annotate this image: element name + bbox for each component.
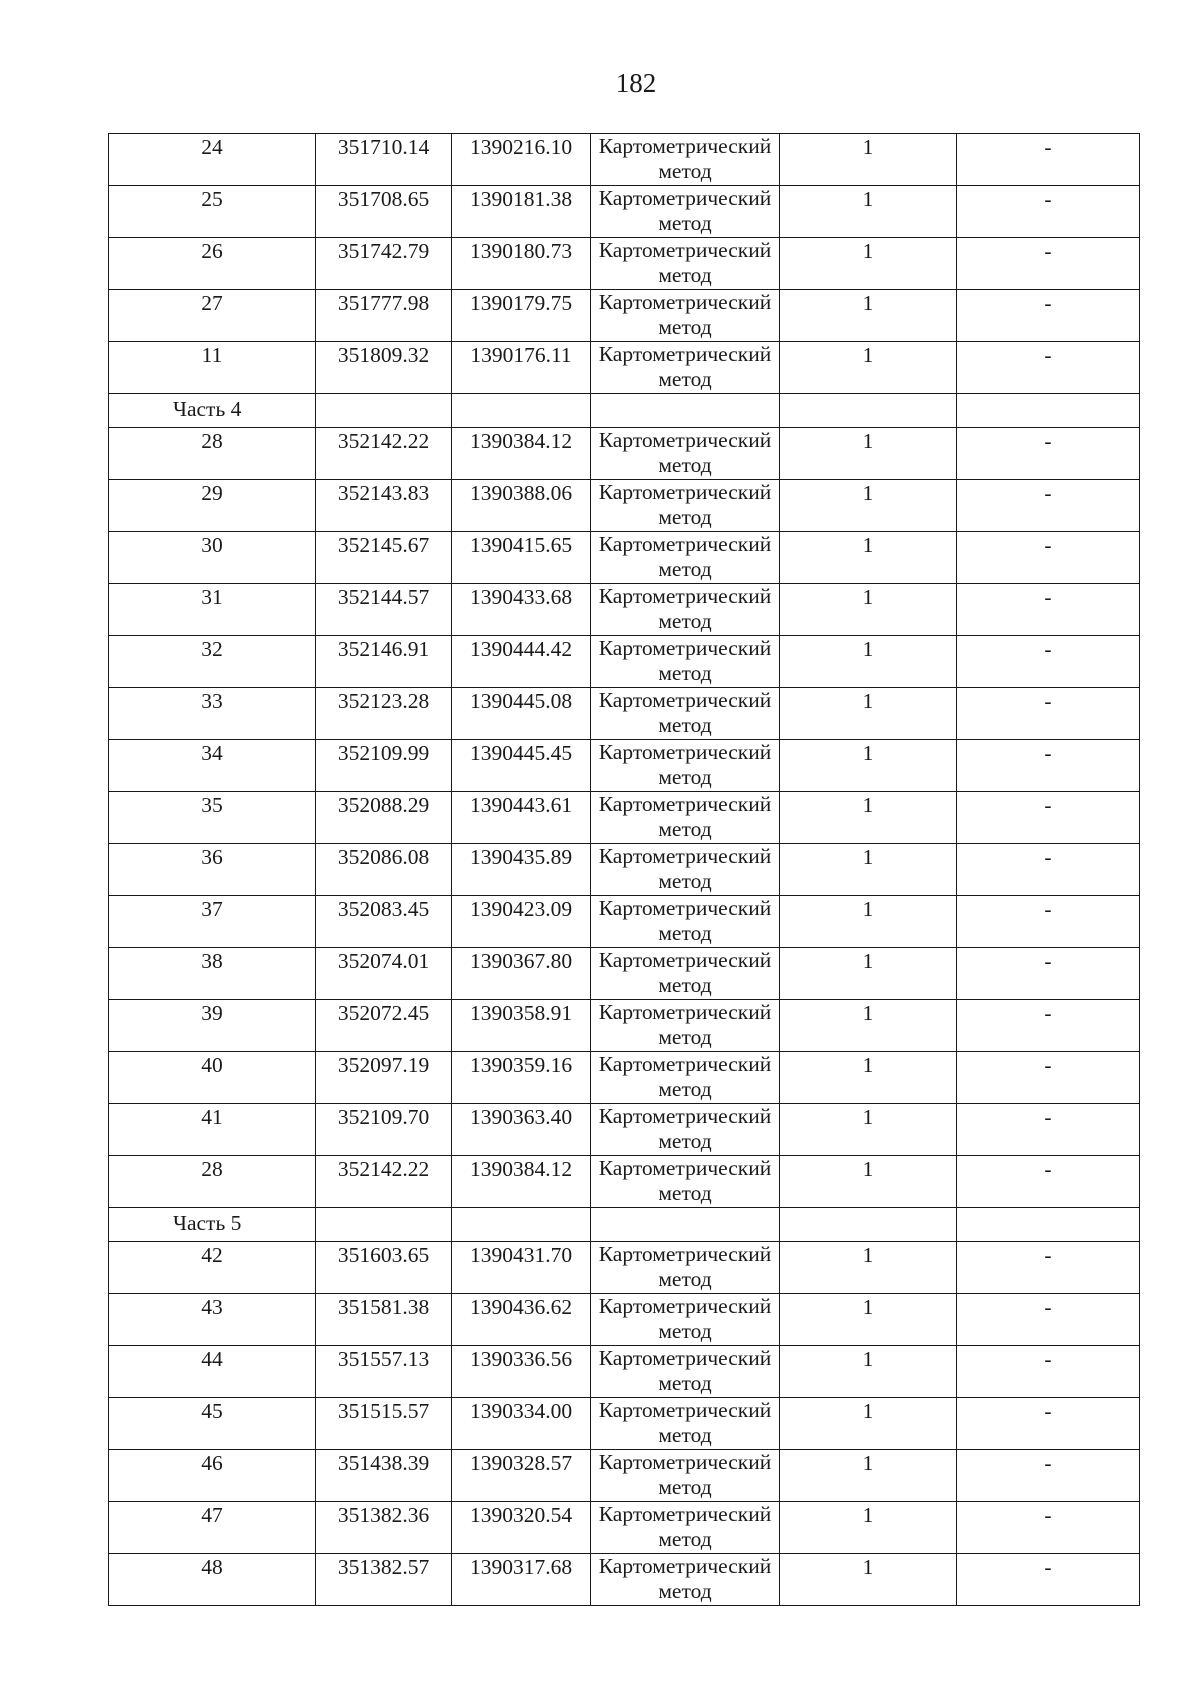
note-cell: -: [957, 290, 1140, 342]
method-cell: Картометрический метод: [591, 844, 780, 896]
y-coordinate-cell: 1390181.38: [452, 186, 591, 238]
x-coordinate-cell: 351557.13: [316, 1346, 452, 1398]
table-row: [109, 792, 1140, 844]
accuracy-cell: 1: [780, 896, 957, 948]
x-coordinate-cell: 351438.39: [316, 1450, 452, 1502]
table-row: [109, 1156, 1140, 1208]
table-row: [109, 238, 1140, 290]
table-row: [109, 1104, 1140, 1156]
empty-cell: [780, 394, 957, 428]
accuracy-cell: 1: [780, 342, 957, 394]
point-number-cell: 28: [109, 1156, 316, 1208]
accuracy-cell: 1: [780, 844, 957, 896]
note-cell: -: [957, 480, 1140, 532]
part-header-row: [109, 394, 1140, 428]
point-number-cell: 48: [109, 1554, 316, 1606]
note-cell: -: [957, 1052, 1140, 1104]
x-coordinate-cell: 351809.32: [316, 342, 452, 394]
y-coordinate-cell: 1390334.00: [452, 1398, 591, 1450]
accuracy-cell: 1: [780, 1554, 957, 1606]
method-cell: Картометрический метод: [591, 1242, 780, 1294]
y-coordinate-cell: 1390435.89: [452, 844, 591, 896]
table-row: [109, 1502, 1140, 1554]
point-number-cell: 46: [109, 1450, 316, 1502]
point-number-cell: 47: [109, 1502, 316, 1554]
empty-cell: [452, 394, 591, 428]
note-cell: -: [957, 1242, 1140, 1294]
note-cell: -: [957, 636, 1140, 688]
note-cell: -: [957, 792, 1140, 844]
note-cell: -: [957, 896, 1140, 948]
point-number-cell: 36: [109, 844, 316, 896]
y-coordinate-cell: 1390384.12: [452, 1156, 591, 1208]
accuracy-cell: 1: [780, 134, 957, 186]
empty-cell: [591, 394, 780, 428]
x-coordinate-cell: 352109.70: [316, 1104, 452, 1156]
point-number-cell: 29: [109, 480, 316, 532]
point-number-cell: 27: [109, 290, 316, 342]
y-coordinate-cell: 1390444.42: [452, 636, 591, 688]
table-row: [109, 1450, 1140, 1502]
method-cell: Картометрический метод: [591, 896, 780, 948]
note-cell: -: [957, 1156, 1140, 1208]
y-coordinate-cell: 1390180.73: [452, 238, 591, 290]
x-coordinate-cell: 351742.79: [316, 238, 452, 290]
y-coordinate-cell: 1390216.10: [452, 134, 591, 186]
y-coordinate-cell: 1390415.65: [452, 532, 591, 584]
table-row: [109, 134, 1140, 186]
method-cell: Картометрический метод: [591, 792, 780, 844]
y-coordinate-cell: 1390336.56: [452, 1346, 591, 1398]
table-row: [109, 1242, 1140, 1294]
note-cell: -: [957, 1000, 1140, 1052]
empty-cell: [957, 1208, 1140, 1242]
y-coordinate-cell: 1390328.57: [452, 1450, 591, 1502]
method-cell: Картометрический метод: [591, 1398, 780, 1450]
table-row: [109, 1000, 1140, 1052]
note-cell: -: [957, 342, 1140, 394]
point-number-cell: 40: [109, 1052, 316, 1104]
accuracy-cell: 1: [780, 1502, 957, 1554]
method-cell: Картометрический метод: [591, 290, 780, 342]
method-cell: Картометрический метод: [591, 186, 780, 238]
y-coordinate-cell: 1390445.45: [452, 740, 591, 792]
point-number-cell: 25: [109, 186, 316, 238]
point-number-cell: 30: [109, 532, 316, 584]
method-cell: Картометрический метод: [591, 1052, 780, 1104]
x-coordinate-cell: 352097.19: [316, 1052, 452, 1104]
method-cell: Картометрический метод: [591, 1502, 780, 1554]
empty-cell: [316, 1208, 452, 1242]
method-cell: Картометрический метод: [591, 1156, 780, 1208]
x-coordinate-cell: 351382.57: [316, 1554, 452, 1606]
method-cell: Картометрический метод: [591, 1000, 780, 1052]
y-coordinate-cell: 1390363.40: [452, 1104, 591, 1156]
note-cell: -: [957, 1502, 1140, 1554]
point-number-cell: 28: [109, 428, 316, 480]
point-number-cell: 42: [109, 1242, 316, 1294]
accuracy-cell: 1: [780, 1156, 957, 1208]
y-coordinate-cell: 1390179.75: [452, 290, 591, 342]
y-coordinate-cell: 1390384.12: [452, 428, 591, 480]
method-cell: Картометрический метод: [591, 688, 780, 740]
method-cell: Картометрический метод: [591, 532, 780, 584]
note-cell: -: [957, 1450, 1140, 1502]
table-row: [109, 896, 1140, 948]
table-row: [109, 1052, 1140, 1104]
y-coordinate-cell: 1390359.16: [452, 1052, 591, 1104]
accuracy-cell: 1: [780, 792, 957, 844]
empty-cell: [452, 1208, 591, 1242]
accuracy-cell: 1: [780, 1104, 957, 1156]
accuracy-cell: 1: [780, 480, 957, 532]
table-row: [109, 342, 1140, 394]
method-cell: Картометрический метод: [591, 1450, 780, 1502]
point-number-cell: 26: [109, 238, 316, 290]
accuracy-cell: 1: [780, 1242, 957, 1294]
point-number-cell: 34: [109, 740, 316, 792]
x-coordinate-cell: 352144.57: [316, 584, 452, 636]
y-coordinate-cell: 1390433.68: [452, 584, 591, 636]
note-cell: -: [957, 532, 1140, 584]
point-number-cell: 24: [109, 134, 316, 186]
x-coordinate-cell: 351710.14: [316, 134, 452, 186]
method-cell: Картометрический метод: [591, 1554, 780, 1606]
table-row: [109, 584, 1140, 636]
point-number-cell: 39: [109, 1000, 316, 1052]
x-coordinate-cell: 351777.98: [316, 290, 452, 342]
method-cell: Картометрический метод: [591, 480, 780, 532]
point-number-cell: 45: [109, 1398, 316, 1450]
method-cell: Картометрический метод: [591, 428, 780, 480]
coordinates-table-body: [109, 134, 1140, 1606]
point-number-cell: 44: [109, 1346, 316, 1398]
accuracy-cell: 1: [780, 1052, 957, 1104]
accuracy-cell: 1: [780, 688, 957, 740]
accuracy-cell: 1: [780, 636, 957, 688]
note-cell: -: [957, 1104, 1140, 1156]
x-coordinate-cell: 351708.65: [316, 186, 452, 238]
table-row: [109, 186, 1140, 238]
x-coordinate-cell: 352074.01: [316, 948, 452, 1000]
table-row: [109, 480, 1140, 532]
table-row: [109, 1294, 1140, 1346]
note-cell: -: [957, 238, 1140, 290]
x-coordinate-cell: 352083.45: [316, 896, 452, 948]
y-coordinate-cell: 1390423.09: [452, 896, 591, 948]
coordinates-table: [108, 133, 1140, 1606]
table-row: [109, 636, 1140, 688]
note-cell: -: [957, 1398, 1140, 1450]
accuracy-cell: 1: [780, 532, 957, 584]
y-coordinate-cell: 1390358.91: [452, 1000, 591, 1052]
point-number-cell: 32: [109, 636, 316, 688]
point-number-cell: 33: [109, 688, 316, 740]
x-coordinate-cell: 352123.28: [316, 688, 452, 740]
method-cell: Картометрический метод: [591, 134, 780, 186]
y-coordinate-cell: 1390320.54: [452, 1502, 591, 1554]
table-row: [109, 1398, 1140, 1450]
x-coordinate-cell: 352142.22: [316, 428, 452, 480]
part-header-row: [109, 1208, 1140, 1242]
note-cell: -: [957, 186, 1140, 238]
x-coordinate-cell: 352086.08: [316, 844, 452, 896]
note-cell: -: [957, 844, 1140, 896]
method-cell: Картометрический метод: [591, 1346, 780, 1398]
accuracy-cell: 1: [780, 584, 957, 636]
y-coordinate-cell: 1390431.70: [452, 1242, 591, 1294]
note-cell: -: [957, 134, 1140, 186]
note-cell: -: [957, 1554, 1140, 1606]
empty-cell: [957, 394, 1140, 428]
empty-cell: [316, 394, 452, 428]
table-row: [109, 532, 1140, 584]
note-cell: -: [957, 948, 1140, 1000]
table-row: [109, 688, 1140, 740]
method-cell: Картометрический метод: [591, 1104, 780, 1156]
accuracy-cell: 1: [780, 428, 957, 480]
point-number-cell: 31: [109, 584, 316, 636]
accuracy-cell: 1: [780, 1294, 957, 1346]
point-number-cell: 38: [109, 948, 316, 1000]
point-number-cell: 35: [109, 792, 316, 844]
part-label: Часть 4: [109, 394, 316, 428]
accuracy-cell: 1: [780, 1000, 957, 1052]
accuracy-cell: 1: [780, 1346, 957, 1398]
table-row: [109, 428, 1140, 480]
method-cell: Картометрический метод: [591, 1294, 780, 1346]
point-number-cell: 41: [109, 1104, 316, 1156]
accuracy-cell: 1: [780, 238, 957, 290]
table-row: [109, 844, 1140, 896]
y-coordinate-cell: 1390445.08: [452, 688, 591, 740]
x-coordinate-cell: 352109.99: [316, 740, 452, 792]
method-cell: Картометрический метод: [591, 238, 780, 290]
x-coordinate-cell: 351603.65: [316, 1242, 452, 1294]
y-coordinate-cell: 1390367.80: [452, 948, 591, 1000]
note-cell: -: [957, 1346, 1140, 1398]
note-cell: -: [957, 584, 1140, 636]
accuracy-cell: 1: [780, 186, 957, 238]
point-number-cell: 43: [109, 1294, 316, 1346]
table-row: [109, 1346, 1140, 1398]
x-coordinate-cell: 352145.67: [316, 532, 452, 584]
note-cell: -: [957, 688, 1140, 740]
y-coordinate-cell: 1390436.62: [452, 1294, 591, 1346]
point-number-cell: 11: [109, 342, 316, 394]
part-label: Часть 5: [109, 1208, 316, 1242]
accuracy-cell: 1: [780, 948, 957, 1000]
table-row: [109, 948, 1140, 1000]
table-row: [109, 740, 1140, 792]
y-coordinate-cell: 1390176.11: [452, 342, 591, 394]
empty-cell: [780, 1208, 957, 1242]
table-row: [109, 290, 1140, 342]
note-cell: -: [957, 1294, 1140, 1346]
x-coordinate-cell: 352142.22: [316, 1156, 452, 1208]
method-cell: Картометрический метод: [591, 948, 780, 1000]
x-coordinate-cell: 351382.36: [316, 1502, 452, 1554]
y-coordinate-cell: 1390317.68: [452, 1554, 591, 1606]
method-cell: Картометрический метод: [591, 740, 780, 792]
x-coordinate-cell: 351515.57: [316, 1398, 452, 1450]
empty-cell: [591, 1208, 780, 1242]
x-coordinate-cell: 351581.38: [316, 1294, 452, 1346]
table-row: [109, 1554, 1140, 1606]
y-coordinate-cell: 1390388.06: [452, 480, 591, 532]
x-coordinate-cell: 352088.29: [316, 792, 452, 844]
method-cell: Картометрический метод: [591, 342, 780, 394]
accuracy-cell: 1: [780, 1398, 957, 1450]
x-coordinate-cell: 352143.83: [316, 480, 452, 532]
note-cell: -: [957, 428, 1140, 480]
page-number: 182: [615, 68, 657, 98]
x-coordinate-cell: 352072.45: [316, 1000, 452, 1052]
x-coordinate-cell: 352146.91: [316, 636, 452, 688]
accuracy-cell: 1: [780, 290, 957, 342]
accuracy-cell: 1: [780, 1450, 957, 1502]
accuracy-cell: 1: [780, 740, 957, 792]
method-cell: Картометрический метод: [591, 636, 780, 688]
note-cell: -: [957, 740, 1140, 792]
method-cell: Картометрический метод: [591, 584, 780, 636]
point-number-cell: 37: [109, 896, 316, 948]
y-coordinate-cell: 1390443.61: [452, 792, 591, 844]
